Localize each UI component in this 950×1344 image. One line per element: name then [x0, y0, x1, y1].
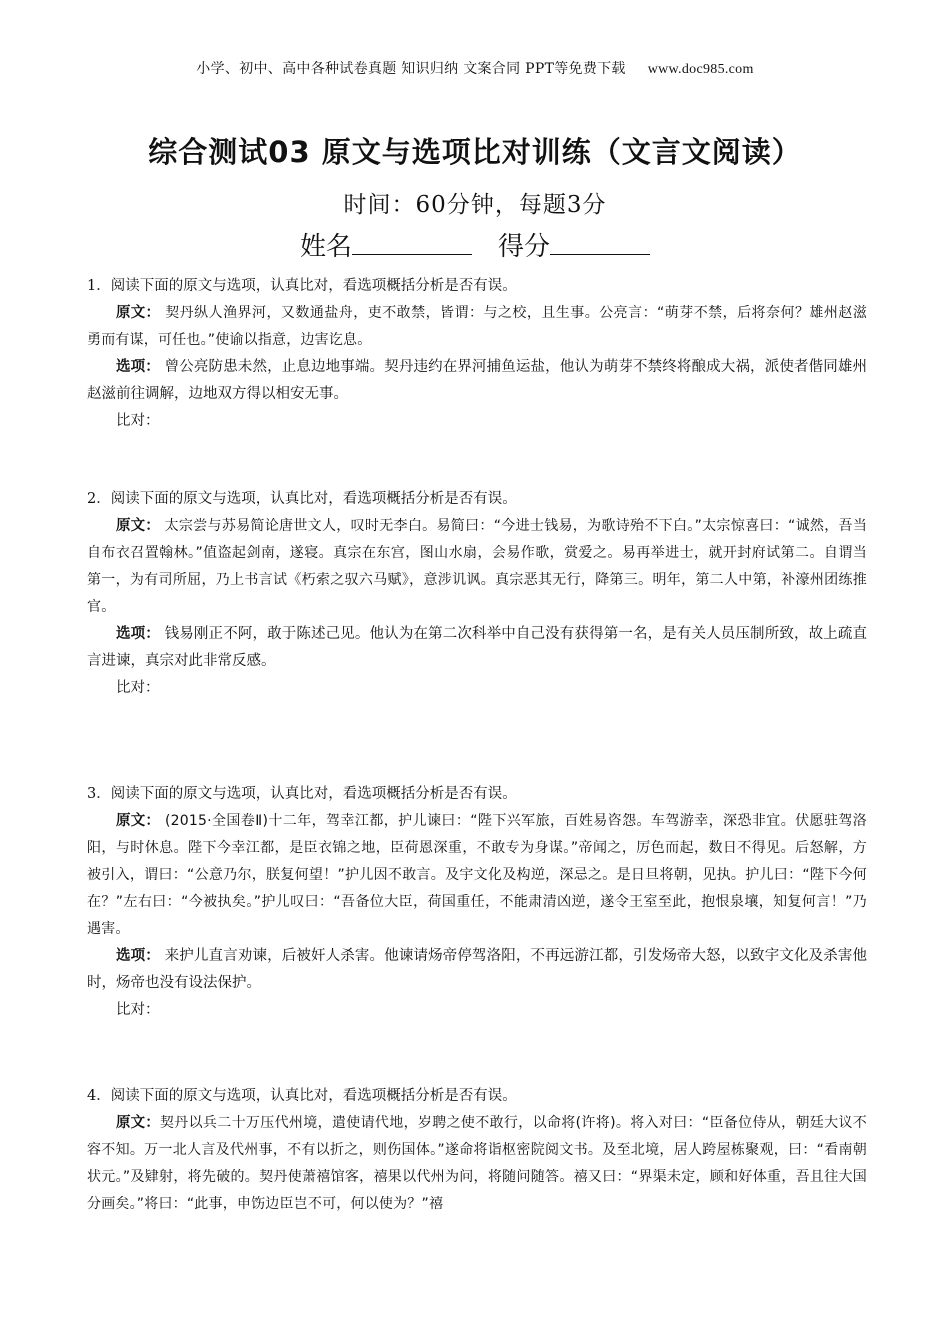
score-label: 得分	[498, 232, 551, 262]
option-content: 来护儿直言劝谏，后被奸人杀害。他谏请炀帝停驾洛阳，不再远游江都，引发炀帝大怒，以致宇文化及杀害他时，炀帝也没有设法保护。	[87, 948, 868, 991]
original-content: 太宗尝与苏易简论唐世文人，叹时无李白。易简曰：“今进士钱易，为歌诗殆不下白。”太宗惊喜曰：“诚然，吾当自布衣召置翰林。”值盗起剑南，遂寝。真宗在东宫，图山水扇，会易作歌，赏爱之。易再举进士，就开封府试第二。自谓当第一，为有司所屈，乃上书言试《朽索之驭六马赋》，意涉讥讽。真宗恶其无行，降第三。明年，第二人中第，补濠州团练推官。	[87, 518, 868, 615]
header-text: 小学、初中、高中各种试卷真题 知识归纳 文案合同 PPT等免费下载	[196, 61, 626, 77]
name-label: 姓名	[299, 232, 352, 262]
question-stem: 4．阅读下面的原文与选项，认真比对，看选项概括分析是否有误。	[87, 1088, 517, 1104]
header-site-link[interactable]: www.doc985.com	[647, 62, 754, 77]
option-text	[87, 621, 867, 675]
page-title: 综合测试03 原文与选项比对训练（文言文阅读）	[148, 135, 802, 169]
option-content: 曾公亮防患未然，止息边地事端。契丹违约在界河捕鱼运盐，他认为萌芽不禁终将酿成大祸，派使者偕同雄州赵滋前往调解，边地双方得以相安无事。	[87, 359, 868, 402]
question-4	[87, 1083, 867, 1218]
original-content: (2015·全国卷Ⅱ)十二年，驾幸江都，护儿谏曰：“陛下兴军旅，百姓易咨怨。车驾游幸，深恐非宜。伏愿驻驾洛阳，与时休息。陛下今幸江都，是臣衣锦之地，臣荷恩深重，不敢专为身谋。”帝闻之，厉色而起，数日不得见。后怒解，方被引入，谓曰：“公意乃尔，朕复何望！”护儿因不敢言。及宇文化及构逆，深忌之。是日旦将朝，见执。护儿曰：“陛下今何在？”左右曰：“今被执矣。”护儿叹曰：“吾备位大臣，荷国重任，不能肃清凶逆，遂令王室至此，抱恨泉壤，知复何言！”乃遇害。	[87, 813, 867, 937]
compare-label: 比对：	[116, 1002, 160, 1018]
original-label: 原文：	[116, 305, 161, 321]
question-3	[87, 781, 867, 1024]
original-text	[87, 300, 867, 354]
original-content: 契丹以兵二十万压代州境，遣使请代地，岁聘之使不敢行，以命将(许将)。将入对曰：“臣备位侍从，朝廷大议不容不知。万一北人言及代州事，不有以折之，则伤国体。”遂命将诣枢密院阅文书。及至北境，居人跨屋栋聚观，曰：“看南朝状元。”及肄射，将先破的。契丹使萧禧馆客，禧果以代州为问，将随问随答。禧又曰：“界渠未定，顾和好体重，吾且往大国分画矣。”将曰：“此事，申饬边臣岂不可，何以使为？”禧	[87, 1115, 868, 1212]
original-text	[87, 1110, 867, 1218]
question-stem: 2．阅读下面的原文与选项，认真比对，看选项概括分析是否有误。	[87, 491, 517, 507]
question-1	[87, 273, 867, 435]
original-label: 原文：	[116, 813, 161, 829]
name-score-line	[0, 226, 950, 263]
question-stem: 3．阅读下面的原文与选项，认真比对，看选项概括分析是否有误。	[87, 786, 517, 802]
option-label: 选项：	[116, 948, 160, 964]
compare-label: 比对：	[116, 413, 160, 429]
option-content: 钱易刚正不阿，敢于陈述己见。他认为在第二次科举中自己没有获得第一名，是有关人员压制所致，故上疏直言进谏，真宗对此非常反感。	[87, 626, 868, 669]
option-label: 选项：	[116, 359, 160, 375]
option-label: 选项：	[116, 626, 160, 642]
original-label: 原文：	[116, 1115, 160, 1131]
original-text	[87, 808, 867, 943]
option-text	[87, 354, 867, 408]
original-content: 契丹纵人渔界河，又数通盐舟，吏不敢禁，皆谓：与之校，且生事。公亮言：“萌芽不禁，后将奈何？雄州赵滋勇而有谋，可任也。”使谕以指意，边害讫息。	[87, 305, 868, 348]
original-label: 原文：	[116, 518, 160, 534]
question-stem: 1．阅读下面的原文与选项，认真比对，看选项概括分析是否有误。	[87, 278, 517, 294]
name-blank[interactable]	[352, 232, 472, 255]
compare-label: 比对：	[116, 680, 160, 696]
page-subtitle: 时间：60分钟，每题3分	[343, 192, 607, 218]
option-text	[87, 943, 867, 997]
score-blank[interactable]	[550, 232, 650, 255]
page-header	[0, 58, 950, 78]
original-text	[87, 513, 867, 621]
question-2	[87, 486, 867, 702]
